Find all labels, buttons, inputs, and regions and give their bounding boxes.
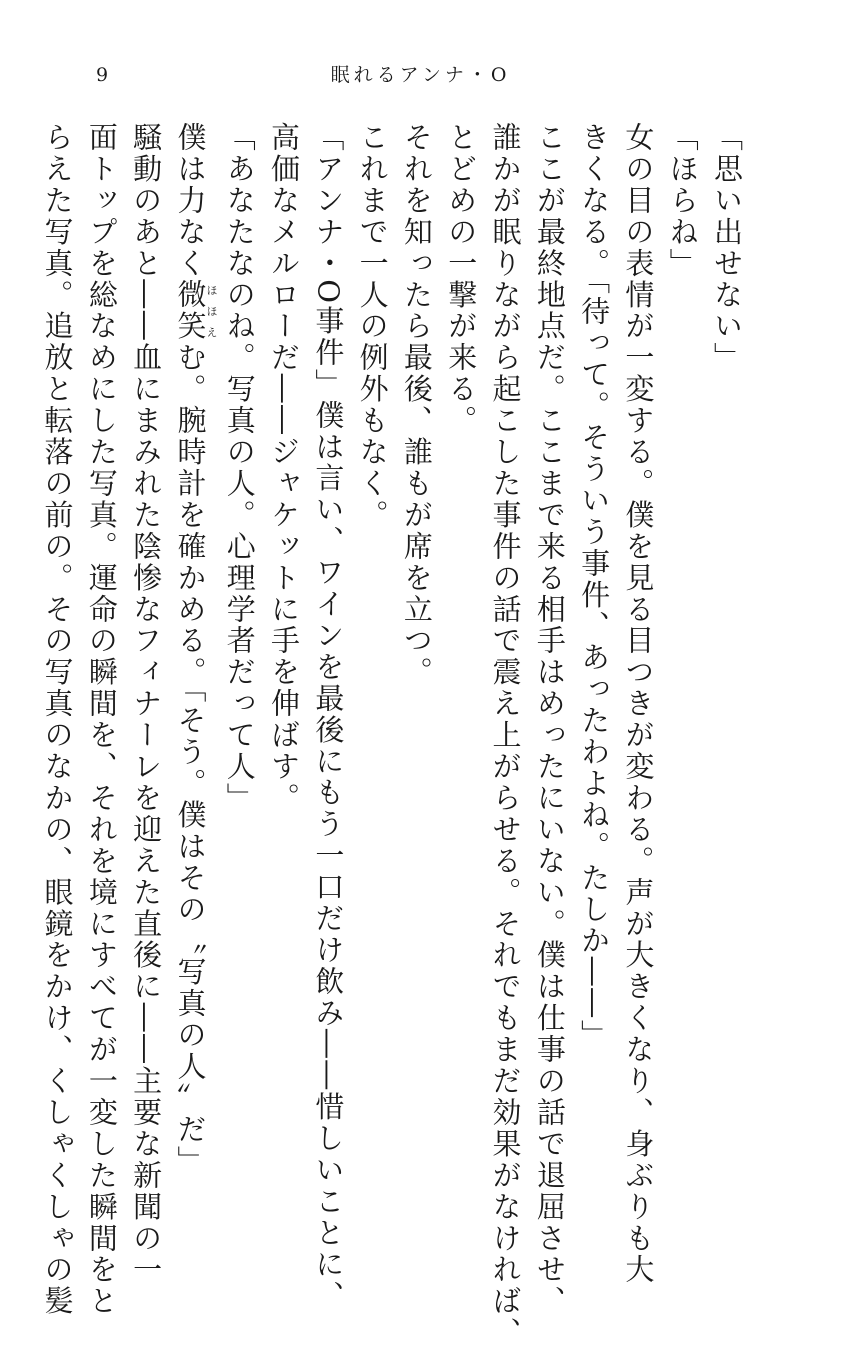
body-text: [40, 122, 749, 1349]
text-line: 「思い出せない」: [710, 122, 744, 374]
ruby-annotation: [173, 279, 218, 343]
running-title: 眠れるアンナ・O: [330, 64, 511, 86]
line-segment: 僕は力なく: [173, 122, 208, 280]
text-line: 女の目の表情が一変する。僕を見る目つきが変わる。声が大きくなり、身ぶりも大: [621, 122, 656, 1286]
line-segment: む。腕時計を確かめる。「そう。僕はその〝写真の人〟だ」: [173, 342, 208, 1177]
text-line: とどめの一撃が来る。: [444, 122, 479, 437]
ruby-reading: ほほえ: [204, 279, 218, 343]
text-line: 誰かが眠りながら起こした事件の話で震え上がらせる。それでもまだ効果がなければ、: [488, 122, 523, 1349]
text-line: 騒動のあと――血にまみれた陰惨なフィナーレを迎えた直後に――主要な新聞の一: [129, 122, 164, 1286]
text-line: ここが最終地点だ。ここまで来る相手はめったにいない。僕は仕事の話で退屈させ、: [532, 122, 567, 1318]
text-line-with-ruby: [168, 122, 218, 1177]
ruby-base: 微笑: [173, 279, 208, 343]
text-line: きくなる。「待って。そういう事件、あったわよね。たしか――」: [577, 122, 612, 1051]
text-line: 高価なメルローだ――ジャケットに手を伸ばす。: [267, 122, 302, 814]
text-line: らえた写真。追放と転落の前の。その写真のなかの、眼鏡をかけ、くしゃくしゃの髪: [40, 122, 75, 1318]
text-line: これまで一人の例外もなく。: [355, 122, 390, 531]
text-line: それを知ったら最後、誰もが席を立つ。: [399, 122, 434, 689]
text-line: 「あなたなのね。写真の人。心理学者だって人」: [222, 122, 257, 814]
text-line: 面トップを総なめにした写真。運命の瞬間を、それを境にすべてが一変した瞬間をと: [84, 122, 119, 1318]
page-number: 9: [96, 64, 110, 86]
text-line: 「ほらね」: [665, 122, 700, 280]
text-line: 「アンナ・O事件」僕は言い、ワインを最後にもう一口だけ飲み――惜しいことに、: [311, 122, 346, 1312]
